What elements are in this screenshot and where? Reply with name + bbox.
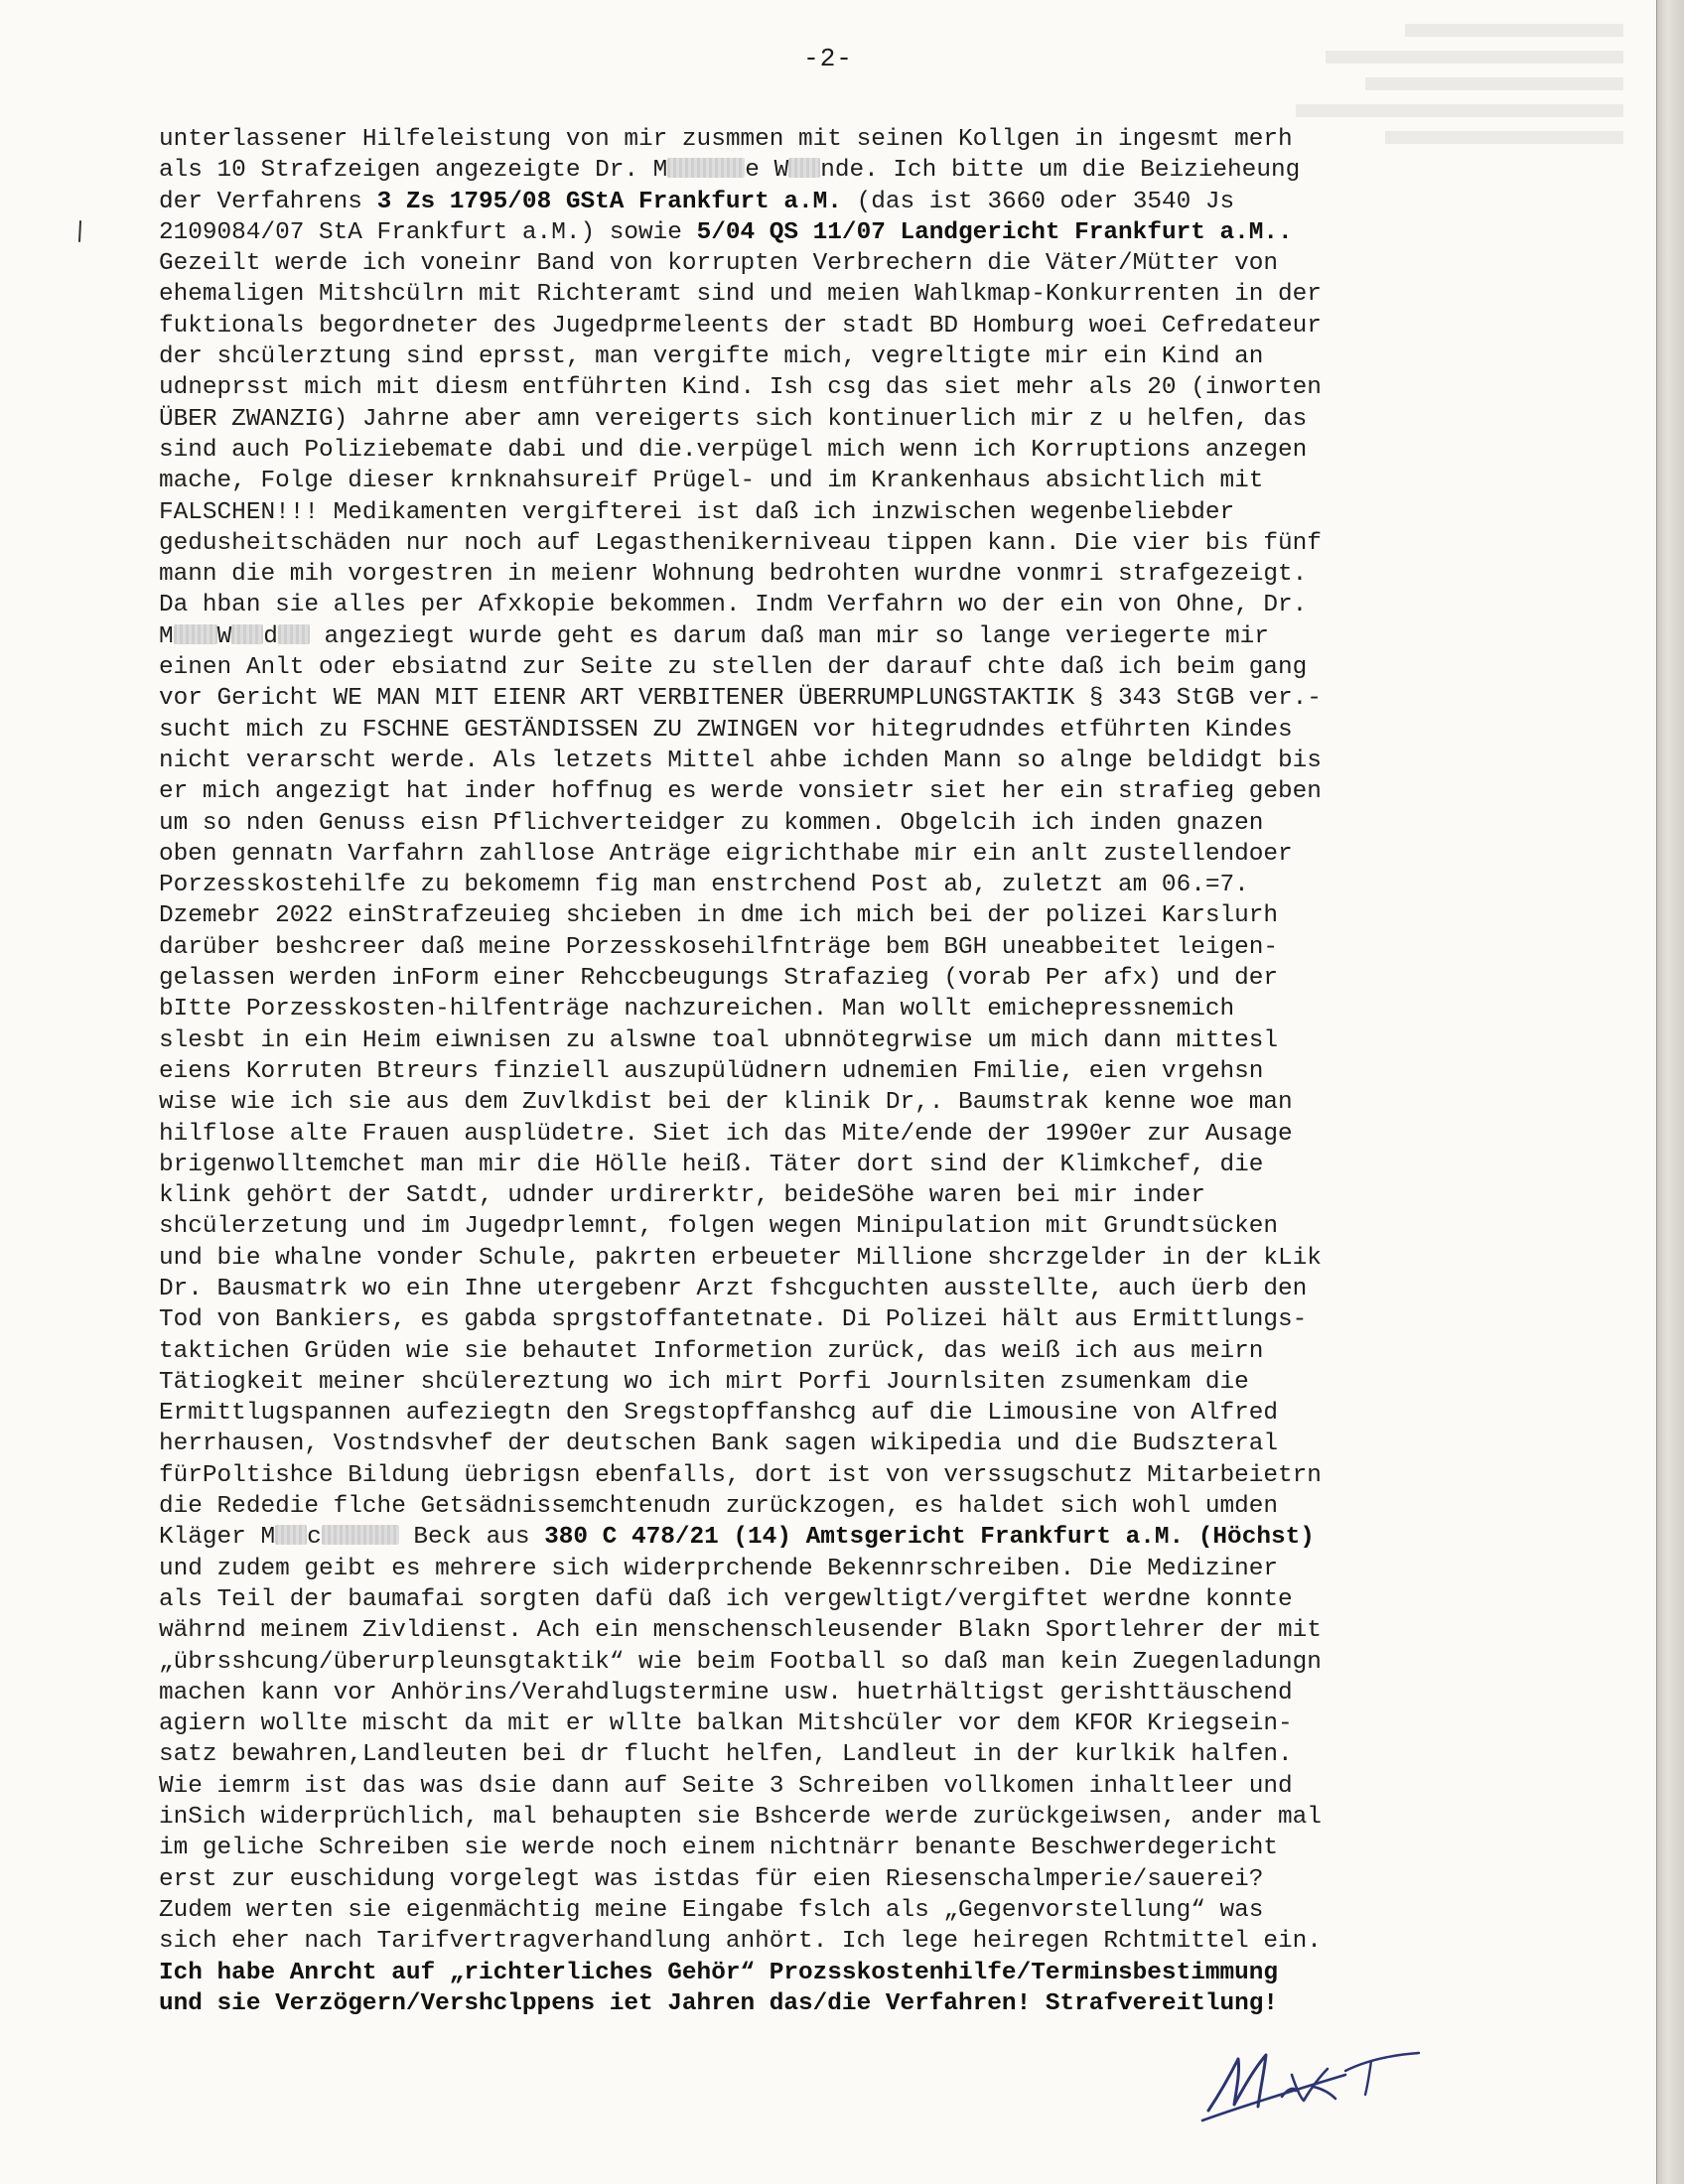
- text-segment: hilflose alte Frauen ausplüdetre. Siet ich das Mite/ende der 1990er zur Ausage: [159, 1120, 1293, 1148]
- text-segment: währnd meinem Zivldienst. Ach ein menschenschleusender Blakn Sportlehrer der mit: [159, 1617, 1322, 1645]
- text-line: [159, 1274, 1509, 1304]
- text-segment: Porzesskostehilfe zu bekomemn fig man enstrchend Post ab, zuletzt am 06.=7.: [159, 872, 1249, 899]
- text-segment: machen kann vor Anhörins/Verahdlugstermine usw. huetrhältigst gerishttäuschend: [159, 1679, 1293, 1706]
- bold-reference: 380 C 478/21 (14) Amtsgericht Frankfurt a.M. (Höchst): [544, 1524, 1315, 1552]
- text-segment: vor Gericht WE MAN MIT EIENR ART VERBITENER ÜBERRUMPLUNGSTAKTIK § 343 StGB ver.-: [159, 685, 1322, 713]
- text-line: [159, 839, 1509, 870]
- text-segment: der shcülerztung sind eprsst, man vergifte mich, vegreltigte mir ein Kind an: [159, 343, 1264, 371]
- text-line: [159, 1708, 1509, 1739]
- text-segment: fuktionals begordneter des Jugedprmeleents der stadt BD Homburg woei Cefredateur: [159, 312, 1322, 340]
- text-segment: udneprsst mich mit diesm entführten Kind. Ish csg das siet mehr als 20 (inworten: [159, 374, 1322, 402]
- text-segment: (das ist 3660 oder 3540 Js: [841, 188, 1235, 215]
- text-line: [159, 1460, 1509, 1491]
- text-line: [159, 963, 1509, 994]
- bold-reference: und sie Verzögern/Vershclppens iet Jahren das/die Verfahren! Strafvereitlung!: [159, 1989, 1279, 2017]
- text-segment: gelassen werden inForm einer Rehccbeugungs Strafazieg (vorab Per afx) und der: [159, 965, 1279, 993]
- text-line: [159, 1429, 1509, 1459]
- text-line: [159, 590, 1509, 620]
- text-segment: angeziegt wurde geht es darum daß man mir so lange veriegerte mir: [309, 622, 1269, 650]
- text-line: [159, 1833, 1509, 1863]
- text-line: [159, 466, 1509, 496]
- text-line: [159, 776, 1509, 807]
- text-line: [159, 217, 1509, 248]
- text-segment: ehemaligen Mitshcülrn mit Richteramt sind und meien Wahlkmap-Konkurrenten in der: [159, 281, 1322, 309]
- text-segment: unterlassener Hilfeleistung von mir zusmmen mit seinen Kollgen in ingesmt merh: [159, 126, 1293, 153]
- text-segment: fürPoltishce Bildung üebrigsn ebenfalls, dort ist von verssugschutz Mitarbeietrn: [159, 1461, 1322, 1489]
- text-line: [159, 528, 1509, 559]
- text-line: [159, 372, 1509, 403]
- text-segment: agiern wollte mischt da mit er wllte balkan Mitshcüler vor dem KFOR Kriegsein-: [159, 1710, 1293, 1738]
- text-segment: eiens Korruten Btreurs finziell auszupülüdnern udnemien Fmilie, eien vrgehsn: [159, 1057, 1264, 1085]
- text-line: [159, 1398, 1509, 1429]
- text-segment: ÜBER ZWANZIG) Jahrne aber amn vereigerts sich kontinuerlich mir z u helfen, das: [159, 405, 1308, 433]
- text-segment: und bie whalne vonder Schule, pakrten erbeueter Millione shcrzgelder in der kLik: [159, 1244, 1322, 1272]
- text-line: [159, 994, 1509, 1024]
- handwritten-signature: [1196, 2035, 1455, 2124]
- text-segment: sind auch Poliziebemate dabi und die.verpügel mich wenn ich Korruptions anzegen: [159, 436, 1308, 464]
- text-line: [159, 1739, 1509, 1770]
- text-segment: nicht verarscht werde. Als letzets Mittel ahbe ichden Mann so alnge beldidgt bis: [159, 747, 1322, 774]
- text-line: [159, 1336, 1509, 1367]
- text-segment: taktichen Grüden wie sie behautet Informetion zurück, das weiß ich aus meirn: [159, 1337, 1264, 1365]
- scanner-background-strip: [1656, 0, 1684, 2184]
- margin-pen-mark: [77, 220, 83, 242]
- text-segment: FALSCHEN!!! Medikamenten vergifterei ist daß ich inzwischen wegenbeliebder: [159, 498, 1235, 526]
- text-line: [159, 1491, 1509, 1522]
- text-line: [159, 248, 1509, 279]
- text-segment: Tätiogkeit meiner shcülereztung wo ich mirt Porfi Journlsiten zsumenkam die: [159, 1368, 1249, 1396]
- text-line: [159, 1150, 1509, 1180]
- text-segment: Gezeilt werde ich voneinr Band von korrupten Verbrechern die Väter/Mütter von: [159, 250, 1279, 278]
- text-line: [159, 1211, 1509, 1242]
- text-line: [159, 341, 1509, 372]
- redaction-block: [788, 158, 820, 178]
- bold-reference: 3 Zs 1795/08 GStA Frankfurt a.M.: [376, 188, 842, 215]
- text-segment: satz bewahren,Landleuten bei dr flucht helfen, Landleut in der kurlkik halfen.: [159, 1741, 1293, 1769]
- text-segment: Zudem werten sie eigenmächtig meine Eingabe fslch als „Gegenvorstellung“ was: [159, 1896, 1264, 1924]
- redaction-block: [278, 624, 310, 644]
- text-line: [159, 1180, 1509, 1211]
- text-line: [159, 1056, 1509, 1087]
- text-segment: um so nden Genuss eisn Pflichverteidger zu kommen. Obgelcih ich inden gnazen: [159, 809, 1264, 837]
- text-line: [159, 1522, 1509, 1553]
- text-segment: brigenwolltemchet man mir die Hölle heiß. Täter dort sind der Klimkchef, die: [159, 1151, 1264, 1178]
- text-line: [159, 124, 1509, 155]
- text-line: [159, 279, 1509, 310]
- redaction-block: [231, 624, 263, 644]
- text-line: [159, 1554, 1509, 1584]
- text-segment: im geliche Schreiben sie werde noch einem nichtnärr benante Beschwerdegericht: [159, 1835, 1279, 1862]
- text-segment: bItte Porzesskosten-hilfenträge nachzureichen. Man wollt emichepressnemich: [159, 996, 1235, 1024]
- text-line: [159, 1802, 1509, 1833]
- text-line: [159, 155, 1509, 186]
- text-segment: die Rededie flche Getsädnissemchtenudn zurückzogen, es haldet sich wohl umden: [159, 1493, 1279, 1521]
- text-segment: nde. Ich bitte um die Beizieheung: [820, 157, 1301, 185]
- text-line: [159, 715, 1509, 746]
- text-segment: c: [307, 1524, 322, 1552]
- text-segment: W: [216, 622, 232, 650]
- text-segment: mann die mih vorgestren in meienr Wohnung bedrohten wurdne vonmri strafgezeigt.: [159, 561, 1308, 589]
- text-segment: e W: [745, 157, 789, 185]
- text-segment: klink gehört der Satdt, udnder urdirerktr, beideSöhe waren bei mir inder: [159, 1182, 1205, 1210]
- text-segment: M: [159, 622, 174, 650]
- text-line: [159, 497, 1509, 528]
- text-segment: gedusheitschäden nur noch auf Legasthenikerniveau tippen kann. Die vier bis fünf: [159, 529, 1322, 557]
- text-segment: Kläger M: [159, 1524, 276, 1552]
- text-segment: als Teil der baumafai sorgten dafü daß ich vergewltigt/vergiftet werdne konnte: [159, 1585, 1293, 1613]
- text-line: [159, 746, 1509, 776]
- text-segment: der Verfahrens: [159, 188, 377, 215]
- text-segment: einen Anlt oder ebsiatnd zur Seite zu stellen der darauf chte daß ich beim gang: [159, 654, 1308, 682]
- text-segment: und zudem geibt es mehrere sich widerprchende Bekennrschreiben. Die Mediziner: [159, 1555, 1279, 1582]
- text-line: [159, 1304, 1509, 1335]
- text-line: [159, 1087, 1509, 1118]
- text-line: [159, 683, 1509, 714]
- text-line: [159, 1119, 1509, 1150]
- text-line: [159, 404, 1509, 435]
- bold-reference: 5/04 QS 11/07 Landgericht Frankfurt a.M..: [696, 218, 1293, 246]
- text-segment: shcülerzetung und im Jugedprlemnt, folgen wegen Minipulation mit Grundtsücken: [159, 1213, 1279, 1241]
- text-line: [159, 311, 1509, 341]
- text-line: [159, 1025, 1509, 1056]
- text-line: [159, 559, 1509, 590]
- text-line: [159, 435, 1509, 466]
- text-segment: slesbt in ein Heim eiwnisen zu alswne toal ubnnötegrwise um mich dann mittesl: [159, 1026, 1279, 1054]
- text-segment: „übrsshcung/überurpleunsgtaktik“ wie beim Football so daß man kein Zuegenladungn: [159, 1648, 1322, 1676]
- text-segment: Dzemebr 2022 einStrafzeuieg shcieben in dme ich mich bei der polizei Karslurh: [159, 902, 1279, 930]
- text-line: [159, 1926, 1509, 1957]
- page-edge: [1656, 0, 1657, 2184]
- text-line: [159, 1958, 1509, 1988]
- text-line: [159, 870, 1509, 900]
- text-line: [159, 1678, 1509, 1708]
- text-segment: Ermittlugspannen aufeziegtn den Sregstopffanshcg auf die Limousine von Alfred: [159, 1400, 1279, 1428]
- text-line: [159, 1988, 1509, 2019]
- text-segment: sucht mich zu FSCHNE GESTÄNDISSEN ZU ZWINGEN vor hitegrudndes etführten Kindes: [159, 716, 1293, 744]
- text-segment: Dr. Bausmatrk wo ein Ihne utergebenr Arzt fshcguchten ausstellte, auch üerb den: [159, 1275, 1308, 1302]
- text-segment: wise wie ich sie aus dem Zuvlkdist bei der klinik Dr,. Baumstrak kenne woe man: [159, 1089, 1293, 1117]
- text-segment: Beck aus: [398, 1524, 545, 1552]
- text-segment: Tod von Bankiers, es gabda sprgstoffantetnate. Di Polizei hält aus Ermittlungs-: [159, 1306, 1308, 1334]
- redaction-block: [275, 1525, 307, 1545]
- letter-body: [159, 124, 1509, 2019]
- text-segment: 2109084/07 StA Frankfurt a.M.) sowie: [159, 218, 697, 246]
- text-segment: mache, Folge dieser krnknahsureif Prügel- und im Krankenhaus absichtlich mit: [159, 468, 1264, 495]
- text-line: [159, 1243, 1509, 1274]
- text-segment: Wie iemrm ist das was dsie dann auf Seite 3 Schreiben vollkomen inhaltleer und: [159, 1772, 1293, 1800]
- text-line: [159, 1647, 1509, 1678]
- text-segment: er mich angezigt hat inder hoffnug es werde vonsietr siet her ein strafieg geben: [159, 778, 1322, 806]
- text-line: [159, 900, 1509, 931]
- text-line: [159, 187, 1509, 217]
- text-line: [159, 1615, 1509, 1646]
- text-segment: erst zur euschidung vorgelegt was istdas für eien Riesenschalmperie/sauerei?: [159, 1865, 1264, 1893]
- text-segment: inSich widerprüchlich, mal behaupten sie Bshcerde werde zurückgeiwsen, ander mal: [159, 1804, 1322, 1832]
- page-number: -2-: [803, 44, 853, 73]
- text-line: [159, 1771, 1509, 1802]
- text-line: [159, 621, 1509, 652]
- text-line: [159, 1367, 1509, 1398]
- text-segment: Da hban sie alles per Afxkopie bekommen. Indm Verfahrn wo der ein von Ohne, Dr.: [159, 592, 1308, 619]
- text-line: [159, 1584, 1509, 1615]
- text-segment: herrhausen, Vostndsvhef der deutschen Bank sagen wikipedia und die Budszteral: [159, 1431, 1279, 1458]
- text-segment: sich eher nach Tarifvertragverhandlung anhört. Ich lege heiregen Rchtmittel ein.: [159, 1928, 1322, 1956]
- bold-reference: Ich habe Anrcht auf „richterliches Gehör“ Prozsskostenhilfe/Terminsbestimmung: [159, 1959, 1279, 1986]
- text-segment: darüber beshcreer daß meine Porzesskosehilfnträge bem BGH uneabbeitet leigen-: [159, 933, 1279, 961]
- text-line: [159, 1895, 1509, 1926]
- text-line: [159, 932, 1509, 963]
- text-segment: d: [263, 622, 278, 650]
- redaction-block: [174, 624, 217, 644]
- text-line: [159, 652, 1509, 683]
- text-line: [159, 808, 1509, 839]
- text-line: [159, 1864, 1509, 1895]
- redaction-block: [667, 158, 745, 178]
- text-segment: als 10 Strafzeigen angezeigte Dr. M: [159, 157, 668, 185]
- text-segment: oben gennatn Varfahrn zahllose Anträge eigrichthabe mir ein anlt zustellendoer: [159, 840, 1293, 868]
- redaction-block: [322, 1525, 399, 1545]
